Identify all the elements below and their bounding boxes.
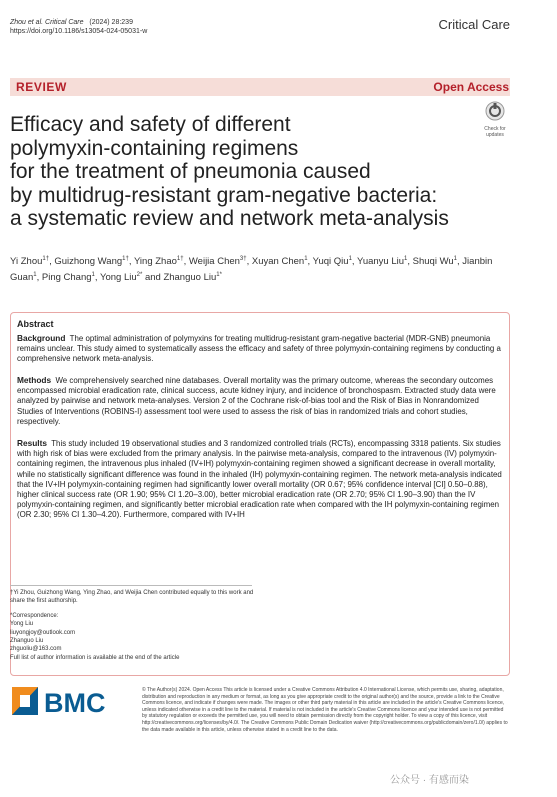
- author[interactable]: Yuanyu Liu$^1$: [357, 256, 408, 268]
- watermark: 公众号 · 有感而染: [390, 775, 469, 786]
- title-line: polymyxin-containing regimens: [10, 136, 299, 160]
- author[interactable]: Yuqi Qiu$^1$: [312, 256, 352, 268]
- year-issue: (2024) 28:239: [89, 19, 133, 26]
- author[interactable]: Yong Liu$^{2*}$: [99, 271, 143, 283]
- running-header: [10, 18, 147, 36]
- authors-conjunction: and: [144, 271, 161, 283]
- results-text: This study included 19 observational studies and 3 randomized controlled trials (RCTs), encompassing 3318 patients. Six studies with high risk of bias were excluded from the primary analysis. In the pairwise meta-analysis, compared to the intravenous (IV) polymyxin-containing regimen, the intravenous plus inhaled (IV+IH) polymyxin-containing regimen showed a significant decrease in overall mortality, while no statistically significant difference was found in the inhaled (IH) polymyxin-containing regimen. The network meta-analysis indicated that the IV+IH polymyxin-containing regimen had significantly lower overall mortality (OR 0.67; 95% confidence interval [CI] 0.50–0.88), higher clinical success rate (OR 1.90; 95% CI 1.20–3.00), better microbial eradication rate (OR 2.70; 95% CI 1.90–3.90) than the IV polymyxin-containing regimen, and significantly better microbial eradication rate when compared with the IH polymyxin-containing regimen (OR 2.30; 95% CI 1.30–4.20). Furthermore, compared with IV+IH: [17, 439, 502, 520]
- author[interactable]: Guizhong Wang$^{1\dagger}$: [54, 256, 129, 268]
- title-line: a systematic review and network meta-analysis: [10, 207, 449, 230]
- journal-name: Critical Care: [438, 17, 510, 32]
- author[interactable]: Yi Zhou$^{1\dagger}$: [10, 256, 50, 268]
- footnotes: [10, 589, 260, 662]
- correspondence-name: Yong Liu: [10, 621, 34, 628]
- results-label: Results: [17, 438, 47, 448]
- abstract-results: [17, 438, 503, 521]
- methods-label: Methods: [17, 375, 52, 385]
- bmc-logo: [10, 683, 130, 719]
- title-line: for the treatment of pneumonia caused: [10, 160, 371, 183]
- license-text: © The Author(s) 2024. Open Access This article is licensed under a Creative Commons Attribution 4.0 International License, which permits use, sharing, adaptation, distribution and reproduction in any medium or format, as long as you give appropriate credit to the original author(s) and the source, provide a link to the Creative Commons licence, and indicate if changes were made. The images or other third party material in this article are included in the article's Creative Commons licence, unless indicated otherwise in a credit line to the material. If material is not included in the article's Creative Commons licence and your intended use is not permitted by statutory regulation or exceeds the permitted use, you will need to obtain permission directly from the copyright holder. To view a copy of this licence, visit http://creativecommons.org/licenses/by/4.0/. The Creative Commons Public Domain Dedication waiver (http://creativecommons.org/publicdomain/zero/1.0/) applies to the data made available in this article, unless otherwise stated in a credit line to the data.: [142, 687, 508, 733]
- article-title: [10, 113, 510, 231]
- footnote-divider: [10, 585, 252, 586]
- title-line: Efficacy and safety of different: [10, 113, 291, 136]
- article-type-label: REVIEW: [16, 80, 67, 94]
- author[interactable]: Ying Zhao$^{1\dagger}$: [133, 256, 184, 268]
- correspondence-email[interactable]: zhguoliu@163.com: [10, 646, 62, 653]
- author-list: Yi Zhou$^{1\dagger}$, Guizhong Wang$^{1\dagger}$, Ying Zhao$^{1\dagger}$, Weijia Chen$^{3\dagger}$, Xuyan Chen$^1$, Yuqi Qiu$^1$, Yuanyu Liu$^1$, Shuqi Wu$^1$, Jianbin Guan$^1$, Ping Chang$^1$, Yong Liu$^{2*}$ and Zhanguo Liu$^{1*}$: [10, 256, 493, 283]
- author[interactable]: Xuyan Chen$^1$: [251, 256, 308, 268]
- background-label: Background: [17, 333, 66, 343]
- open-access-label: Open Access: [433, 80, 509, 94]
- correspondence-email[interactable]: liuyongjoy@outlook.com: [10, 629, 76, 636]
- author-info-note: Full list of author information is available at the end of the article: [10, 654, 180, 661]
- check-updates-label: Check for updates: [484, 126, 506, 138]
- correspondence-name: Zhanguo Liu: [10, 638, 44, 645]
- abstract-methods: [17, 375, 503, 427]
- abstract-background: [17, 333, 503, 365]
- bmc-wordmark: BMC: [44, 688, 106, 718]
- bmc-mark-icon: [12, 687, 38, 715]
- author[interactable]: Shuqi Wu$^1$: [412, 256, 458, 268]
- equal-contribution-note: †Yi Zhou, Guizhong Wang, Ying Zhao, and Weijia Chen contributed equally to this work and share the first authorship.: [10, 590, 254, 605]
- doi-link[interactable]: https://doi.org/10.1186/s13054-024-05031-w: [10, 28, 148, 35]
- abstract-heading: Abstract: [17, 319, 54, 329]
- author[interactable]: Jianbin Guan$^1$: [10, 256, 493, 283]
- journal-cite: Zhou et al. Critical Care: [10, 19, 84, 26]
- author[interactable]: Ping Chang$^1$: [41, 271, 95, 283]
- author[interactable]: Weijia Chen$^{3\dagger}$: [188, 256, 247, 268]
- background-text: The optimal administration of polymyxins for treating multidrug-resistant gram-negative bacterial (MDR-GNB) pneumonia remains unclear. This study aimed to systematically assess the efficacy and safety of three polymyxin-containing regimens by conducting a comprehensive network meta-analysis.: [17, 334, 501, 364]
- title-line: by multidrug-resistant gram-negative bacteria:: [10, 183, 438, 207]
- author[interactable]: Zhanguo Liu$^{1*}$: [163, 271, 222, 283]
- methods-text: We comprehensively searched nine databases. Overall mortality was the primary outcome, whereas the secondary outcomes encompassed microbial eradication rate, clinical success, acute kidney injury, and incidence of bronchospasm. Extracted study data were analyzed by pairwise and network meta-analyses. Version 2 of the Cochrane risk-of-bias tool and the Risk of Bias in Nonrandomized Studies of Interventions (ROBINS-I) assessment tool were used to assess the risk of bias in randomized trials and cohort studies, respectively.: [17, 376, 496, 426]
- correspondence-label: *Correspondence:: [10, 612, 59, 619]
